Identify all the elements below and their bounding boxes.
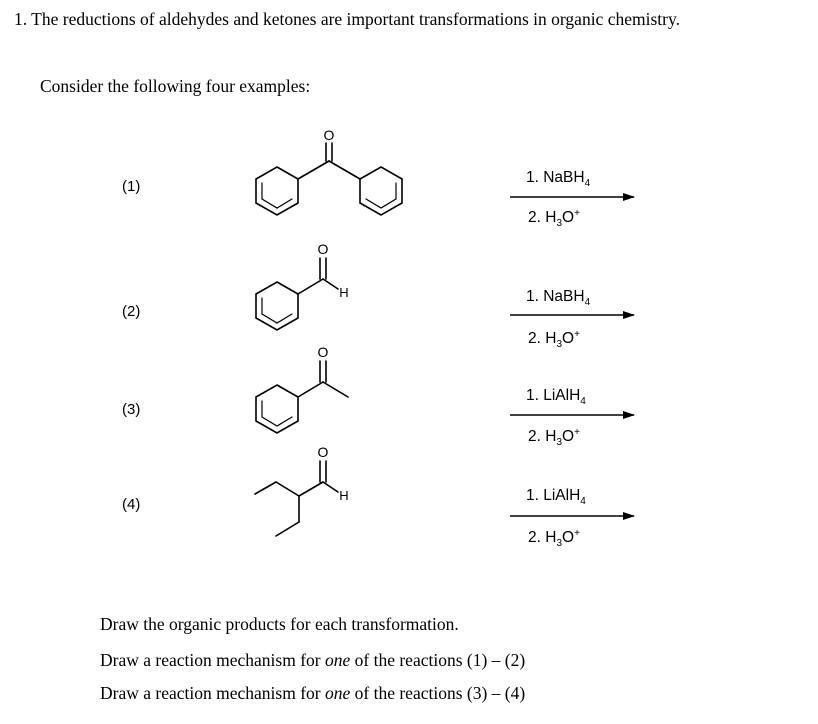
reagent-2-step1: 1. NaBH$_4$ bbox=[526, 288, 591, 308]
benzene-inner-bonds bbox=[262, 401, 292, 426]
task-mechanism-1-2: Draw a reaction mechanism for one of the reactions (1) – (2) bbox=[100, 650, 526, 670]
reaction-label-2: (2) bbox=[122, 303, 141, 320]
oxygen-atom: O bbox=[317, 344, 329, 360]
question-text: 1. The reductions of aldehydes and ketones are important transformations in organic chemistry. bbox=[14, 9, 680, 29]
benzene-inner-bonds bbox=[262, 183, 292, 208]
reagent-1-step1: 1. NaBH$_4$ bbox=[526, 169, 591, 189]
benzene-inner-bonds bbox=[262, 298, 292, 323]
molecule-aldehyde-branched bbox=[255, 461, 338, 536]
oxygen-atom: O bbox=[323, 127, 335, 143]
reaction-label-1: (1) bbox=[122, 178, 141, 195]
reagent-3-step2: 2. $H_3O^+$ bbox=[528, 427, 580, 448]
reaction-label-3: (3) bbox=[122, 401, 141, 418]
oxygen-atom: O bbox=[317, 241, 329, 257]
reagent-1-step2: 2. $H_3O^+$ bbox=[528, 208, 580, 229]
hydrogen-atom: H bbox=[339, 488, 349, 503]
molecule-benzophenone bbox=[256, 143, 402, 215]
task-draw-products: Draw the organic products for each transformation. bbox=[100, 614, 459, 634]
reagent-3-step1: 1. LiAlH$_4$ bbox=[526, 387, 586, 407]
hydrogen-atom: H bbox=[339, 285, 349, 300]
benzene-inner-bonds bbox=[366, 183, 396, 208]
oxygen-atom: O bbox=[317, 444, 329, 460]
task-mechanism-3-4: Draw a reaction mechanism for one of the reactions (3) – (4) bbox=[100, 683, 526, 703]
reagent-4-step1: 1. LiAlH$_4$ bbox=[526, 487, 586, 507]
molecule-benzaldehyde bbox=[256, 258, 338, 330]
reagent-2-step2: 2. $H_3O^+$ bbox=[528, 329, 580, 350]
reaction-label-4: (4) bbox=[122, 496, 141, 513]
molecule-acetophenone bbox=[256, 361, 348, 433]
intro-text: Consider the following four examples: bbox=[40, 76, 311, 96]
reagent-4-step2: 2. $H_3O^+$ bbox=[528, 528, 580, 549]
